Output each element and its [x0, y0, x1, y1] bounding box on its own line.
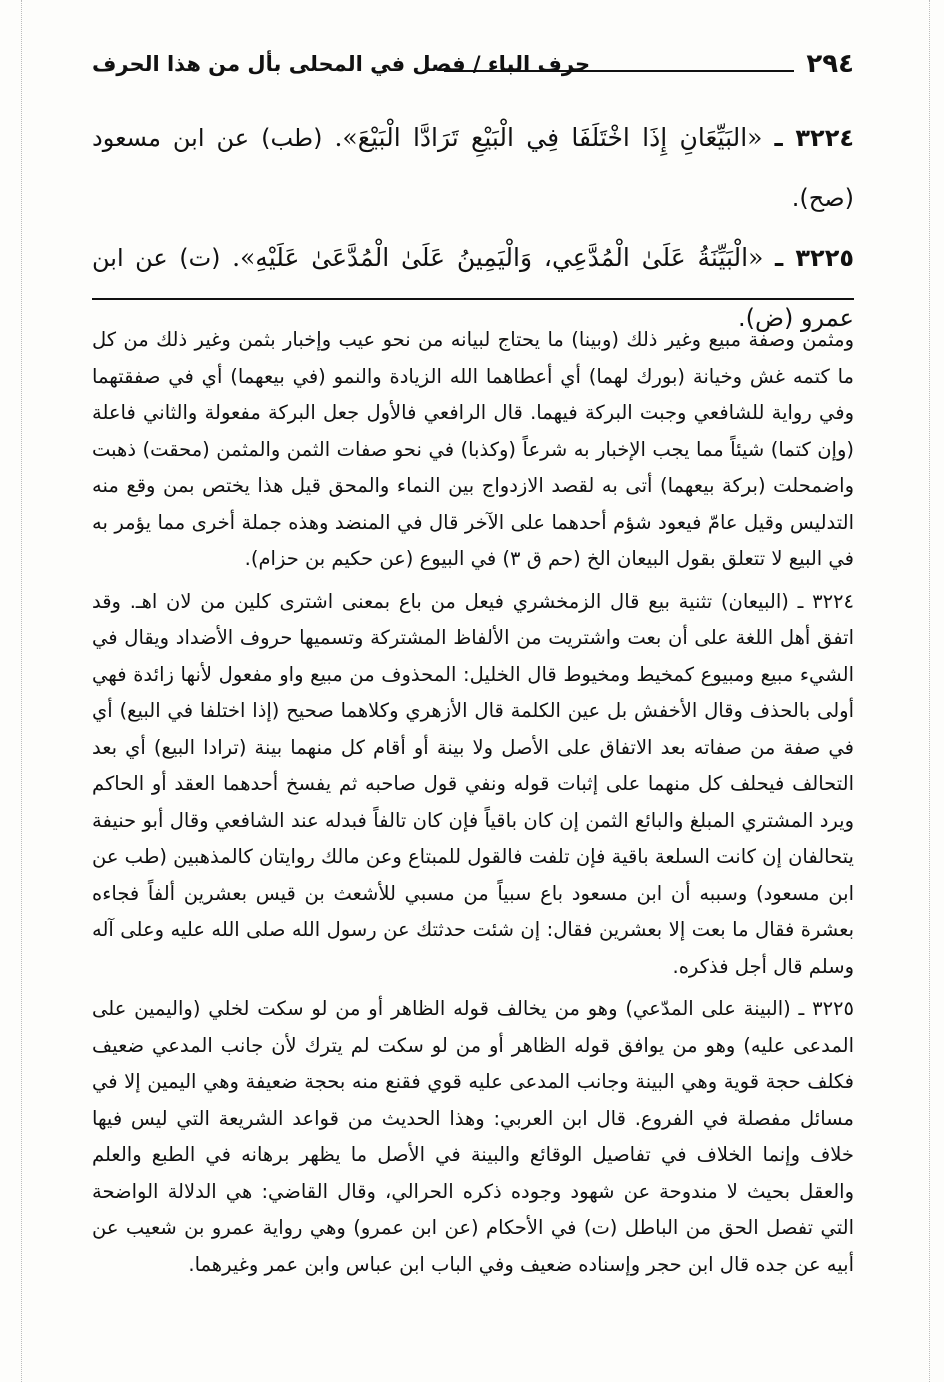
commentary-paragraph: ٣٢٢٤ ـ (البيعان) تثنية بيع قال الزمخشري فيعل من باع بمعنى اشترى كلين من لان اهـ. وقد اتفق أهل اللغة على أن بعت واشتريت من الألفاظ المشتركة وتسميها حروف الأضداد ويقال في الشيء مبيع ومبيوع كمخيط ومخيوط قال الخليل: المحذوف من مبيع واو مفعول لأنها زائدة فهي أولى بالحذف وقال الأخفش بل عين الكلمة قال الأزهري وكلاهما صحيح (إذا اختلفا في البيع) أي في صفة من صفاته بعد الاتفاق على الأصل ولا بينة أو أقام كل منهما بينة (ترادا البيع) أي بعد التحالف فيحلف كل منهما على إثبات قوله ونفي قول صاحبه ثم يفسخ أحدهما العقد أو الحاكم ويرد المشتري المبلغ والبائع الثمن إن كان باقياً فإن كان تالفاً فبدله عند الشافعي وقال أبو حنيفة يتحالفان إن كانت السلعة باقية فإن تلفت فالقول للمبتاع وعن مالك روايتان كالمذهبين (طب عن ابن مسعود) وسببه أن ابن مسعود باع سبياً من مسبي للأشعث بن قيس بعشرين ألفاً فجاءه بعشرة فقال ما بعت إلا بعشرين فقال: إن شئت حدثتك عن رسول الله صلى الله عليه وعلى آله وسلم قال أجل فذكره. [92, 589, 854, 978]
section-divider [92, 298, 854, 300]
hadith-number: ٣٢٢٤ ـ [774, 124, 854, 152]
hadith-number: ٣٢٢٥ ـ [774, 244, 854, 272]
commentary-paragraph: ومثمن وصفة مبيع وغير ذلك (وبينا) ما يحتاج لبيانه من نحو عيب وإخبار بثمن وغير ذلك من كل ما كتمه غش وخيانة (بورك لهما) أي أعطاهما الله الزيادة والنمو (في بيعهما) أي في صفقتهما وفي رواية للشافعي وجبت البركة فيهما. قال الرافعي فالأول جعل البركة مفعولة والثاني فاعلة (وإن كتما) شيئاً مما يجب الإخبار به شرعاً (وكذبا) في نحو صفات الثمن والمثمن (محقت) ذهبت واضمحلت (بركة بيعهما) أتى به لقصد الازدواج بين النماء والمحق قيل هذا يختص بمن وقع منه التدليس وقيل عامّ فيعود شؤم أحدهما على الآخر قال في المنضد وهذه جملة أخرى مما يؤمر به في البيع لا تتعلق بقول البيعان الخ (حم ق ٣) في البيوع (عن حكيم بن حزام). [92, 328, 854, 570]
hadith-text: «البَيِّعَانِ إِذَا اخْتَلَفَا فِي الْبَيْعِ تَرَادَّا الْبَيْعَ». [334, 123, 763, 152]
page-number: ٢٩٤ [806, 49, 854, 79]
scan-edge-mark [928, 0, 930, 1382]
hadith-text: «الْبَيِّنَةُ عَلَىٰ الْمُدَّعِي، وَالْيَمِينُ عَلَىٰ الْمُدَّعَىٰ عَلَيْهِ». [232, 243, 764, 272]
commentary [92, 322, 854, 1289]
page-header [92, 46, 854, 86]
scan-edge-mark [20, 0, 22, 1382]
commentary-paragraph: ٣٢٢٥ ـ (البينة على المدّعي) وهو من يخالف قوله الظاهر أو من لو سكت لخلي (واليمين على المدعى عليه) وهو من يوافق قوله الظاهر أو من لو سكت لم يترك لأن جانب المدعي ضعيف فكلف حجة قوية وهي البينة وجانب المدعى عليه قوي فقنع منه بحجة ضعيفة وهي اليمين إلا في مسائل مفصلة في الفروع. قال ابن العربي: وهذا الحديث من قواعد الشريعة التي ليس فيها خلاف وإنما الخلاف في تفاصيل الوقائع والبينة في الأصل ما يظهر برهانه في الطبع والعلم والعقل بحيث لا مندوحة عن شهود وجوده ذكره الحرالي، وقال القاضي: هي الدلالة الواضحة التي تفصل الحق من الباطل (ت) في الأحكام (عن ابن عمرو) وهي رواية عمرو بن شعيب عن أبيه عن جده قال ابن حجر وإسناده ضعيف وفي الباب ابن عباس وابن عمر وغيرهما. [92, 997, 854, 1276]
hadith-entry [92, 108, 854, 228]
hadith-source: (طب) عن ابن مسعود (صح). [92, 124, 854, 212]
hadith-texts [92, 108, 854, 348]
running-title: حرف الباء / فصل في المحلى بأل من هذا الحرف [92, 52, 591, 76]
hadith-source: (ت) عن ابن عمرو (ض). [92, 244, 854, 332]
